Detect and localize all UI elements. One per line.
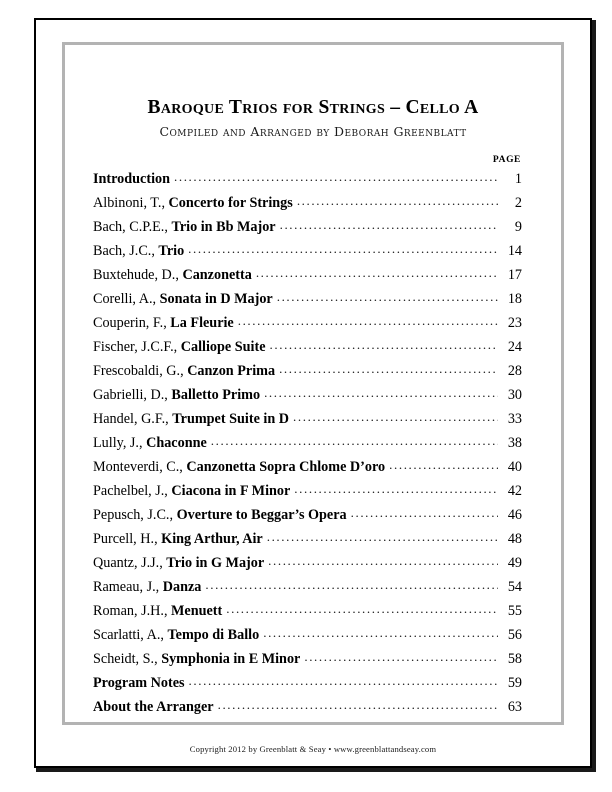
toc-entry[interactable]	[93, 191, 533, 215]
toc-entry-composer: Couperin, F.,	[93, 315, 171, 332]
toc-dot-leader	[267, 525, 498, 548]
toc-entry-composer: Fischer, J.C.F.,	[93, 339, 181, 356]
toc-dot-leader	[293, 405, 498, 428]
toc-dot-leader	[304, 645, 498, 668]
toc-entry-composer: Handel, G.F.,	[93, 411, 173, 428]
page-title: Baroque Trios for Strings – Cello A	[147, 97, 479, 118]
toc-entry-page-number: 23	[507, 315, 522, 332]
toc-entry-label	[93, 576, 203, 599]
toc-entry-page-number: 33	[507, 411, 522, 428]
toc-entry[interactable]	[93, 311, 533, 335]
toc-entry-work-title: Sonata in D Major	[159, 291, 273, 308]
toc-entry-work-title: Balletto Primo	[171, 387, 261, 404]
toc-entry-label	[93, 360, 277, 383]
toc-entry-work-title: Program Notes	[93, 675, 185, 692]
toc-entry[interactable]	[93, 239, 533, 263]
toc-entry[interactable]	[93, 335, 533, 359]
toc-entry[interactable]	[93, 359, 533, 383]
toc-entry[interactable]	[93, 599, 533, 623]
document-page	[34, 18, 592, 768]
toc-entry-page-number: 59	[507, 675, 522, 692]
toc-entry[interactable]	[93, 167, 533, 191]
toc-dot-leader	[226, 597, 498, 620]
toc-entry-composer: Frescobaldi, G.,	[93, 363, 188, 380]
toc-dot-leader	[174, 165, 498, 188]
toc-dot-leader	[189, 669, 498, 692]
toc-entry-composer: Purcell, H.,	[93, 531, 162, 548]
toc-entry-work-title: Danza	[162, 579, 202, 596]
toc-entry-work-title: Symphonia in E Minor	[161, 651, 301, 668]
toc-entry-work-title: Trio in Bb Major	[171, 219, 276, 236]
toc-entry-page-number: 14	[507, 243, 522, 260]
toc-entry-work-title: Ciacona in F Minor	[171, 483, 291, 500]
toc-entry-composer: Scheidt, S.,	[93, 651, 162, 668]
toc-entry[interactable]	[93, 287, 533, 311]
toc-dot-leader	[297, 189, 498, 212]
toc-dot-leader	[389, 453, 498, 476]
toc-entry[interactable]	[93, 527, 533, 551]
toc-entry[interactable]	[93, 671, 533, 695]
toc-entry-page-number: 24	[507, 339, 522, 356]
toc-entry[interactable]	[93, 431, 533, 455]
toc-entry-work-title: King Arthur, Air	[161, 531, 263, 548]
toc-entry-composer: Roman, J.H.,	[93, 603, 172, 620]
toc-entry-page-number: 42	[507, 483, 522, 500]
toc-entry-work-title: Canzon Prima	[187, 363, 276, 380]
toc-entry-work-title: Tempo di Ballo	[167, 627, 260, 644]
toc-entry-composer: Corelli, A.,	[93, 291, 160, 308]
toc-entry-page-number: 18	[507, 291, 522, 308]
toc-entry[interactable]	[93, 623, 533, 647]
toc-entry-work-title: Canzonetta Sopra Chlome D’oro	[186, 459, 386, 476]
toc-entry-label	[93, 168, 172, 191]
page-footer: Copyright 2012 by Greenblatt & Seay • www.greenblattandseay.com	[189, 744, 437, 754]
toc-entry-composer: Rameau, J.,	[93, 579, 163, 596]
toc-entry-label	[93, 552, 266, 575]
toc-entry-label	[93, 312, 236, 335]
toc-entry-composer: Bach, C.P.E.,	[93, 219, 172, 236]
toc-dot-leader	[280, 213, 498, 236]
toc-entry-composer: Buxtehude, D.,	[93, 267, 183, 284]
toc-entry[interactable]	[93, 695, 533, 719]
toc-entry-label	[93, 624, 261, 647]
toc-entry-work-title: Trio in G Major	[166, 555, 265, 572]
toc-entry-work-title: Chaconne	[146, 435, 207, 452]
toc-entry-composer: Quantz, J.J.,	[93, 555, 167, 572]
toc-dot-leader	[264, 381, 498, 404]
toc-dot-leader	[351, 501, 498, 524]
toc-entry-page-number: 49	[507, 555, 522, 572]
toc-entry-composer: Gabrielli, D.,	[93, 387, 172, 404]
toc-entry-composer: Albinoni, T.,	[93, 195, 169, 212]
toc-dot-leader	[188, 237, 498, 260]
toc-entry-page-number: 46	[507, 507, 522, 524]
toc-entry-label	[93, 696, 216, 719]
toc-entry-work-title: Trumpet Suite in D	[172, 411, 290, 428]
toc-entry-work-title: Trio	[158, 243, 185, 260]
toc-page-column-header: PAGE	[492, 155, 521, 166]
toc-entry[interactable]	[93, 503, 533, 527]
toc-entry-page-number: 30	[507, 387, 522, 404]
toc-dot-leader	[218, 693, 498, 716]
toc-entry-page-number: 38	[507, 435, 522, 452]
toc-entry-label	[93, 408, 291, 431]
toc-entry-label	[93, 240, 186, 263]
toc-dot-leader	[270, 333, 498, 356]
toc-entry[interactable]	[93, 407, 533, 431]
toc-entry-composer: Pachelbel, J.,	[93, 483, 172, 500]
page-content	[65, 45, 561, 722]
toc-entry[interactable]	[93, 551, 533, 575]
toc-entry[interactable]	[93, 647, 533, 671]
toc-entry-label	[93, 336, 268, 359]
toc-entry-composer: Monteverdi, C.,	[93, 459, 187, 476]
toc-entry-label	[93, 504, 349, 527]
toc-entry[interactable]	[93, 455, 533, 479]
toc-dot-leader	[277, 285, 498, 308]
toc-entry-label	[93, 288, 275, 311]
toc-entry[interactable]	[93, 575, 533, 599]
toc-dot-leader	[238, 309, 498, 332]
toc-dot-leader	[263, 621, 498, 644]
toc-entry-composer: Scarlatti, A.,	[93, 627, 168, 644]
toc-entry-page-number: 63	[507, 699, 522, 716]
toc-entry-work-title: La Fleurie	[170, 315, 234, 332]
toc-entry-work-title: Calliope Suite	[180, 339, 266, 356]
toc-entry-page-number: 58	[507, 651, 522, 668]
toc-entry-work-title: Introduction	[93, 171, 170, 188]
table-of-contents	[93, 165, 533, 719]
toc-entry-label	[93, 480, 292, 503]
toc-entry-composer: Pepusch, J.C.,	[93, 507, 177, 524]
toc-entry-page-number: 9	[514, 219, 522, 236]
toc-entry-label	[93, 648, 302, 671]
toc-entry-label	[93, 216, 278, 239]
toc-dot-leader	[268, 549, 498, 572]
toc-entry-label	[93, 600, 224, 623]
toc-entry-label	[93, 264, 254, 287]
toc-entry-page-number: 1	[514, 171, 522, 188]
toc-dot-leader	[256, 261, 498, 284]
toc-entry-page-number: 55	[507, 603, 522, 620]
toc-dot-leader	[205, 573, 498, 596]
toc-entry-page-number: 2	[514, 195, 522, 212]
toc-entry[interactable]	[93, 263, 533, 287]
toc-entry-label	[93, 384, 262, 407]
page-subtitle: Compiled and Arranged by Deborah Greenblatt	[159, 124, 467, 140]
toc-entry-work-title: Canzonetta	[182, 267, 252, 284]
toc-dot-leader	[279, 357, 498, 380]
toc-entry-page-number: 40	[507, 459, 522, 476]
toc-entry[interactable]	[93, 383, 533, 407]
toc-entry-composer: Bach, J.C.,	[93, 243, 159, 260]
toc-entry[interactable]	[93, 215, 533, 239]
toc-entry-work-title: About the Arranger	[93, 699, 214, 716]
toc-dot-leader	[294, 477, 498, 500]
toc-entry-page-number: 54	[507, 579, 522, 596]
toc-entry-page-number: 17	[507, 267, 522, 284]
toc-dot-leader	[211, 429, 498, 452]
toc-entry-composer: Lully, J.,	[93, 435, 147, 452]
toc-entry-label	[93, 672, 187, 695]
toc-entry-work-title: Concerto for Strings	[168, 195, 293, 212]
toc-entry[interactable]	[93, 479, 533, 503]
toc-entry-work-title: Overture to Beggar’s Opera	[176, 507, 347, 524]
toc-entry-page-number: 56	[507, 627, 522, 644]
toc-entry-page-number: 28	[507, 363, 522, 380]
toc-entry-page-number: 48	[507, 531, 522, 548]
toc-entry-label	[93, 432, 209, 455]
toc-entry-work-title: Menuett	[171, 603, 223, 620]
toc-entry-label	[93, 528, 265, 551]
page-inner-border	[62, 42, 564, 725]
toc-entry-label	[93, 192, 295, 215]
toc-entry-label	[93, 456, 387, 479]
